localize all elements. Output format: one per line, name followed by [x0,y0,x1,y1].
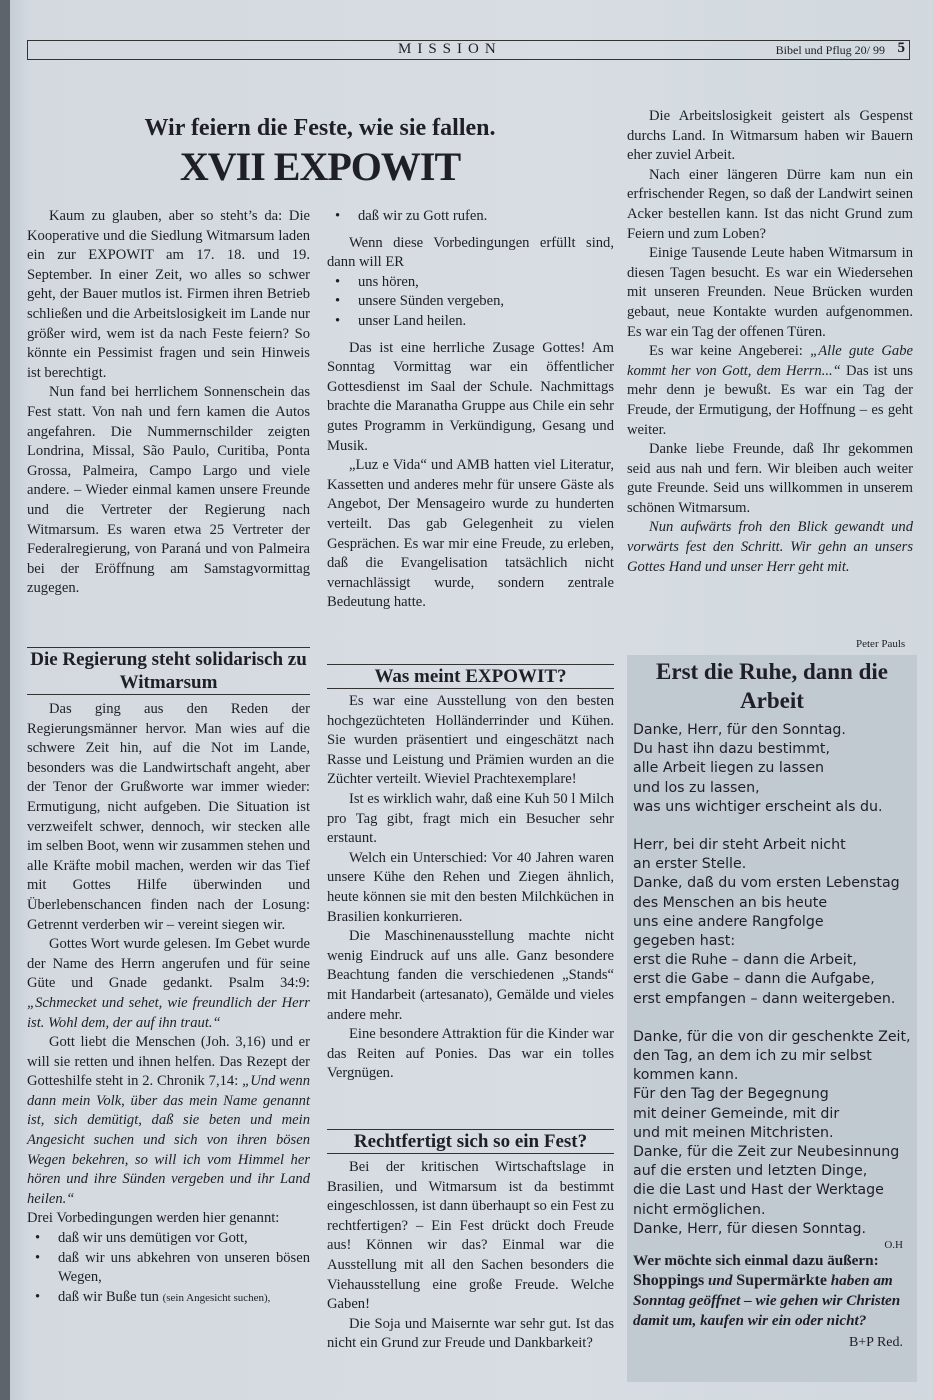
article-title: XVII EXPOWIT [179,144,461,189]
page-edge [0,0,10,1400]
list-item-note: (sein Angesicht suchen), [162,1291,271,1304]
poem-line: an erster Stelle. [633,856,747,873]
paragraph: Das ist eine herrliche Zusage Gottes! Am Sonntag Vormittag war ein öffentlicher Gottesdienst im Saal der Schule. Nachmittags brachte die Maranatha Gruppe aus Chile ein sehr gutes Programm in Verkündigung, Gesang und Musik. [327,339,614,454]
column-2-bottom [327,1158,614,1354]
poem-line: erst die Ruhe – dann die Arbeit, [633,952,857,969]
poem-line: Danke, für die von dir geschenkte Zeit, [633,1028,911,1045]
column-2-top [327,207,614,613]
paragraph: Eine besondere Attraktion für die Kinder war das Reiten auf Ponies. Das war ein tolles Vergnügen. [327,1026,614,1082]
paragraph-text: Das ist uns mehr denn je bewußt. Es war ein Tag der Freude, der Ermutigung, der Hoffnung – es geht weiter. [627,362,913,438]
paragraph-text: Gottes Wort wurde gelesen. Im Gebet wurde der Name des Herrn angerufen und für seine Güte und Gnade gedankt. Psalm 34:9: [27,936,310,992]
question-supermaerkte: Supermärkte [736,1272,827,1289]
paragraph-psalm [27,935,310,1033]
poem-line: was uns wichtiger erscheint als du. [633,798,883,815]
list-item-text: daß wir Buße tun [58,1288,159,1305]
editor-signature: B+P Red. [848,1335,903,1350]
subheading-rechtfertigt: Rechtfertigt sich so ein Fest? [327,1129,614,1154]
issue-label: Bibel und Pflug 20/ 99 [775,43,885,57]
poem-line: auf die ersten und letzten Dinge, [633,1163,868,1180]
poem-author: O.H [884,1239,903,1251]
paragraph: Es war eine Ausstellung von den besten hochgezüchteten Holländerrinder und Kühen. Sie wurden präsentiert und eingeschätzt nach Rasse und Leistung und Prämien wurden an die Züchter verteilt. Wieviel Prachtexemplare! [327,693,614,788]
list-item: • daß wir uns demütigen vor Gott, [27,1229,310,1249]
poem-line: des Menschen an bis heute [633,894,828,911]
page-number: 5 [897,40,905,56]
poem-line: Du hast ihn dazu bestimmt, [633,741,831,758]
poem-line: und mit meinen Mitchristen. [633,1124,834,1141]
poem-line: nicht ermöglichen. [633,1201,766,1218]
paragraph-gabe [627,342,913,440]
promises-list [327,273,614,332]
paragraph-chronik [27,1033,310,1209]
psalm-quote: „Schmecket und sehet, wie freundlich der Herr ist. Wohl dem, der auf ihn traut.“ [27,994,310,1031]
list-item: • unsere Sünden vergeben, [327,292,614,312]
poem-title: Erst die Ruhe, dann die Arbeit [656,659,888,713]
poem-line: erst empfangen – dann weitergeben. [633,990,896,1007]
question-und: und [704,1272,737,1289]
section-title: MISSION [398,41,502,57]
list-item [27,1288,310,1309]
paragraph: Welch ein Unterschied: Vor 40 Jahren waren unsere Kühe den Rehen und Ziegen ähnlich, heute können sie mit den besten Milchküchen in Brasilien konkurrieren. [327,849,614,925]
question-intro: Wer möchte sich einmal dazu äußern: [633,1252,879,1269]
poem-line: alle Arbeit liegen zu lassen [633,760,825,777]
list-item: • uns hören, [327,273,614,293]
poem-body [633,721,915,1258]
question-shoppings: Shoppings [633,1272,705,1289]
paragraph: Die Soja und Maisernte war sehr gut. Ist das nicht ein Grund zur Freude und Dankbarkeit? [327,1315,614,1352]
column-1-body [27,700,310,1308]
poem-stanza-3 [633,1028,915,1239]
list-item: • unser Land heilen. [327,312,614,332]
list-item: • daß wir uns abkehren von unseren bösen Wegen, [27,1249,310,1288]
poem-line: Für den Tag der Begegnung [633,1086,829,1103]
paragraph: „Luz e Vida“ und AMB hatten viel Literatur, Kassetten und anderes mehr für unsere Gäste als Angebot, Der Mensageiro wurde zu hunderten verteilt. Das gab Gelegenheit zu vielen Gesprächen. Es war mir eine Freude, zu erleben, daß die Evangelisation tatsächlich nicht vernachlässigt wurde, sondern zentrale Bedeutung hatte. [327,457,614,611]
poem-stanza-1 [633,721,915,817]
paragraph: Die Maschinenausstellung machte nicht wenig Eindruck auf uns alle. Ganz besondere Beachtung fanden die verschiedenen „Stands“ mit Handarbeit (artesanato), Gemälde und vieles andere mehr. [327,928,614,1023]
poem-line: Danke, Herr, für den Sonntag. [633,722,846,738]
paragraph: Danke liebe Freunde, daß Ihr gekommen seid aus nah und fern. Wir bleiben auch weiter gute Freunde. Seid uns willkommen in unserem schönen Witmarsum. [627,441,913,516]
paragraph: Ist es wirklich wahr, daß eine Kuh 50 l Milch pro Tag gibt, fragt mich ein Besucher sehr erstaunt. [327,790,614,847]
subheading-expowit: Was meint EXPOWIT? [327,664,614,689]
column-2-middle [327,692,614,1084]
poem-line: die die Last und Hast der Werktage [633,1182,884,1199]
poem-line: erst die Gabe – dann die Aufgabe, [633,971,875,988]
paragraph: Bei der kritischen Wirtschaftslage in Brasilien, und Witmarsum ist da bestimmt eingeschlossen, ist dann überhaupt so ein Fest zu rechtfertigen? – Ein Fest drückt doch Freude aus! Können wir das? Einmal war die Ausstellung mit all den Sachen besonders die Viehausstellung eine große Freude. Welche Gaben! [327,1159,614,1313]
paragraph: Nun fand bei herrlichem Sonnenschein das Fest statt. Von nah und fern kamen die Autos angefahren. Die Nummernschilder zeigten Londrina, Missal, São Paulo, Curitiba, Ponta Grossa, Palmeira, Campo Largo und viele andere. – Wieder einmal kamen unsere Freunde und die Vertreter der Regierung nach Witmarsum. Es waren etwa 25 Vertreter der Federalregierung, von Paraná und von Palmeira bei der Eröffnung am Samstagvormittag zugegen. [27,384,310,597]
poem-box [627,655,917,1382]
poem-line: Danke, daß du vom ersten Lebenstag [633,875,900,892]
question-body [633,1271,913,1331]
poem-stanza-2 [633,836,915,1009]
column-1-intro [27,207,310,599]
paragraph: Einige Tausende Leute haben Witmarsum in diesen Tagen besucht. Es war ein Wiedersehen mit unseren Freunden. Neue Brücken wurden gebaut, neue Kontakte wurden aufgenommen. Es war ein Tag der offenen Türen. [627,245,913,340]
paragraph: Nach einer längeren Dürre kam nun ein erfrischender Regen, so daß der Landwirt seinen Acker bestellen kann. Ist das nicht Grund zum Feiern und zum Loben? [627,166,913,242]
poem-line: Herr, bei dir steht Arbeit nicht [633,837,846,854]
column-3 [627,107,913,577]
question-text: haben am Sonntag geöffnet – wie gehen wir Christen damit um, kaufen wir ein oder nicht? [633,1272,901,1329]
reader-question [633,1251,913,1331]
poem-line: und los zu lassen, [633,779,760,796]
conditions-list-cont [327,207,614,227]
paragraph-text: Es war keine Angeberei: [649,343,811,360]
poem-line: kommen kann. [633,1067,739,1084]
subheading-regierung: Die Regierung steht solidarisch zu Witmarsum [27,647,310,695]
poem-line: mit deiner Gemeinde, mit dir [633,1105,840,1122]
poem-line: Danke, für die Zeit zur Neubesinnung [633,1144,900,1161]
list-item: • daß wir zu Gott rufen. [327,207,614,227]
closing-verse: Nun aufwärts froh den Blick gewandt und vorwärts fest den Schritt. Wir gehn an unsers Gottes Hand und unser Herr geht mit. [627,519,913,575]
paragraph: Kaum zu glauben, aber so steht’s da: Die Kooperative und die Siedlung Witmarsum laden ein zur EXPOWIT am 17. 18. und 19. September. In einer Zeit, wo alles so schwer geht, der Bauer mutlos ist. Firmen ihren Betrieb schließen und die Arbeitslosigkeit im Lande nur größer wird, wem ist da nach Feste feiern? So könnte ein Pessimist fragen und sein Hinweis ist berechtigt. [27,208,310,381]
paragraph: Das ging aus den Reden der Regierungsmänner hervor. Man wies auf die schwere Zeit hin, auf die Not im Lande, besonders was die Landwirtschaft angeht, aber der Tenor der Grußworte war immer wieder: Ermutigung, nicht aufgeben. Die Situation ist verzweifelt schwer, dennoch, wir stecken alle im selben Boot, wenn wir zusammen stehen und alle Kräfte mobil machen, werden wir das Tief mit Gottes Hilfe überwinden und Überlebenschancen finden nach der Losung: Getrennt verderben wir – vereint siegen wir. [27,701,310,933]
paragraph: Drei Vorbedingungen werden hier genannt: [27,1210,280,1227]
poem-line: gegeben hast: [633,933,736,950]
paragraph: Die Arbeitslosigkeit geistert als Gespenst durchs Land. In Witmarsum haben wir Bauern eher zuviel Arbeit. [627,108,913,164]
poem-line: Danke, Herr, für diesen Sonntag. [633,1220,866,1237]
chronik-quote: „Und wenn dann mein Volk, über das mein Name genannt ist, sich demütigt, daß sie beten und mein Angesicht suchen und sich von ihren bösen Wegen bekehren, so will ich vom Himmel her hören und ihre Sünden vergeben und ihr Land heilen.“ [27,1073,311,1207]
paragraph-text: Gott liebt die Menschen (Joh. 3,16) und er will sie retten und ihnen helfen. Das Rezept der Gotteshilfe steht in 2. Chronik 7,14: [27,1034,310,1090]
poem-line: uns eine andere Rangfolge [633,913,824,930]
bible-quote: „Alle gute Gabe kommt her von Gott, dem Herrn...“ [627,343,913,379]
paragraph: Wenn diese Vorbedingungen erfüllt sind, dann will ER [327,234,614,271]
author-signature: Peter Pauls [856,638,906,650]
poem-line: den Tag, an dem ich zu mir selbst [633,1048,872,1065]
page-header [27,40,910,60]
conditions-list [27,1229,310,1308]
article-kicker: Wir feiern die Feste, wie sie fallen. [144,115,496,141]
